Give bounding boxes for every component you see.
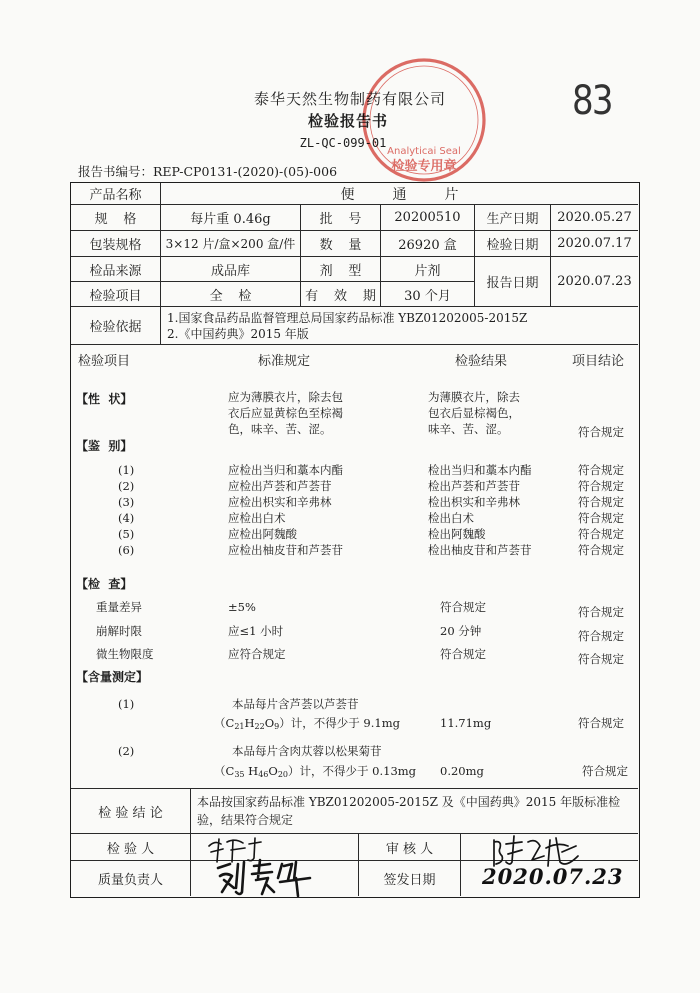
quantity-label: 数 量 [301, 231, 381, 257]
seal-text-cn: 检验专用章 [391, 159, 457, 174]
document-title: 检验报告书 [307, 112, 388, 130]
appearance-standard-line: 色，味辛、苦、涩。 [228, 422, 332, 436]
source-label: 检品来源 [71, 257, 161, 282]
identification-conclusion: 符合规定 [578, 527, 624, 541]
identification-no: (5) [118, 527, 135, 541]
identification-no: (6) [118, 543, 135, 557]
check-result: 符合规定 [440, 600, 486, 614]
product-name-value: 便 通 片 [161, 183, 638, 205]
handwritten-issue-date: 2020.07.23 [482, 864, 624, 889]
production-date-label: 生产日期 [475, 205, 551, 231]
dosage-form-value: 片剂 [381, 257, 475, 282]
identification-result: 检出枳实和辛弗林 [428, 495, 520, 509]
validity-value: 30 个月 [381, 282, 475, 307]
assay-conclusion: 符合规定 [582, 764, 628, 778]
batch-label: 批 号 [301, 205, 381, 231]
assay-result: 11.71mg [440, 716, 492, 730]
col-header-item: 检验项目 [78, 354, 131, 369]
qa-signature [212, 858, 322, 898]
check-standard: ±5% [228, 600, 256, 614]
batch-value: 20200510 [381, 205, 475, 231]
source-value: 成品库 [161, 257, 301, 282]
identification-heading: 【鉴 别】 [76, 439, 133, 453]
identification-no: (3) [118, 495, 135, 509]
reviewer-label: 审 核 人 [359, 834, 461, 861]
identification-standard: 应检出芦荟和芦荟苷 [228, 479, 332, 493]
identification-result: 检出柚皮苷和芦荟苷 [428, 543, 532, 557]
appearance-result-line: 味辛、苦、涩。 [428, 422, 509, 436]
checks-heading: 【检 查】 [76, 577, 133, 591]
package-value: 3×12 片/盒×200 盒/件 [161, 231, 301, 257]
formula-part: （C [214, 716, 235, 730]
identification-result: 检出白术 [428, 511, 474, 525]
assay-conclusion: 符合规定 [578, 716, 624, 730]
assay-heading: 【含量测定】 [76, 670, 149, 684]
spec-value: 每片重 0.46g [161, 205, 301, 231]
formula-subscript: 20 [277, 770, 288, 779]
spec-label: 规 格 [71, 205, 161, 231]
identification-standard: 应检出阿魏酸 [228, 527, 297, 541]
check-result: 20 分钟 [440, 624, 482, 638]
production-date-value: 2020.05.27 [551, 205, 638, 231]
qa-label: 质量负责人 [71, 861, 191, 896]
identification-conclusion: 符合规定 [578, 511, 624, 525]
assay-standard-formula [214, 764, 416, 778]
identification-no: (2) [118, 479, 135, 493]
issue-date-label: 签发日期 [359, 861, 461, 896]
report-date-value: 2020.07.23 [551, 257, 638, 307]
formula-subscript: 46 [258, 770, 269, 779]
formula-part: （C [214, 764, 235, 778]
identification-standard: 应检出枳实和辛弗林 [228, 495, 332, 509]
appearance-standard-line: 衣后应显黄棕色至棕褐 [228, 406, 343, 420]
formula-part: H [244, 716, 255, 730]
check-result: 符合规定 [440, 647, 486, 661]
col-header-conclusion: 项目结论 [572, 354, 625, 369]
formula-part: O [268, 764, 278, 778]
inspector-label: 检 验 人 [71, 834, 191, 861]
formula-part: O [264, 716, 275, 730]
col-header-standard: 标准规定 [258, 354, 311, 369]
seal-text-en: Analyticai Seal [387, 146, 461, 157]
formula-part: ）计，不得少于 0.13mg [288, 764, 417, 778]
report-number: 报告书编号：REP-CP0131-(2020)-(05)-006 [78, 164, 338, 179]
check-conclusion: 符合规定 [578, 652, 624, 666]
report-date-label: 报告日期 [475, 257, 551, 307]
basis-value [161, 307, 638, 345]
assay-result: 0.20mg [440, 764, 484, 778]
check-conclusion: 符合规定 [578, 629, 624, 643]
conclusion-value [191, 789, 638, 834]
conclusion-line-2: 验，结果符合规定 [197, 813, 294, 827]
formula-part: ）计，不得少于 9.1mg [279, 716, 400, 730]
identification-result: 检出芦荟和芦荟苷 [428, 479, 520, 493]
test-item-label: 检验项目 [71, 282, 161, 307]
appearance-standard-line: 应为薄膜衣片，除去包 [228, 390, 343, 404]
col-header-result: 检验结果 [455, 354, 508, 369]
formula-subscript: 22 [254, 722, 265, 731]
check-standard: 应≤1 小时 [228, 624, 284, 638]
assay-standard-line1: 本品每片含肉苁蓉以松果菊苷 [232, 744, 382, 758]
appearance-result-line: 为薄膜衣片，除去 [428, 390, 520, 404]
validity-label: 有 效 期 [301, 282, 381, 307]
check-conclusion: 符合规定 [578, 605, 624, 619]
identification-conclusion: 符合规定 [578, 479, 624, 493]
formula-part: H [244, 764, 259, 778]
identification-conclusion: 符合规定 [578, 543, 624, 557]
formula-subscript: 35 [234, 770, 245, 779]
appearance-result-line: 包衣后显棕褐色， [428, 406, 520, 420]
assay-no: (1) [118, 697, 135, 711]
identification-result: 检出当归和藁本内酯 [428, 463, 532, 477]
basis-line-1: 1.国家食品药品监督管理总局国家药品标准 YBZ01202005-2015Z [167, 310, 528, 325]
identification-no: (4) [118, 511, 135, 525]
check-standard: 应符合规定 [228, 647, 286, 661]
identification-standard: 应检出白术 [228, 511, 286, 525]
quantity-value: 26920 盒 [381, 231, 475, 257]
identification-no: (1) [118, 463, 135, 477]
basis-line-2: 2.《中国药典》2015 年版 [167, 326, 309, 341]
assay-no: (2) [118, 744, 135, 758]
assay-standard-formula [214, 716, 400, 730]
check-name: 重量差异 [96, 600, 142, 614]
dosage-form-label: 剂 型 [301, 257, 381, 282]
basis-label: 检验依据 [71, 307, 161, 345]
analytical-seal-stamp [356, 56, 492, 184]
check-name: 微生物限度 [96, 647, 154, 661]
appearance-conclusion: 符合规定 [578, 425, 624, 439]
package-label: 包装规格 [71, 231, 161, 257]
test-date-value: 2020.07.17 [551, 231, 638, 257]
identification-standard: 应检出柚皮苷和芦荟苷 [228, 543, 343, 557]
handwritten-page-number: 83 [572, 78, 612, 124]
identification-conclusion: 符合规定 [578, 463, 624, 477]
test-date-label: 检验日期 [475, 231, 551, 257]
identification-result: 检出阿魏酸 [428, 527, 486, 541]
check-name: 崩解时限 [96, 624, 142, 638]
assay-standard-line1: 本品每片含芦荟以芦荟苷 [232, 697, 359, 711]
report-table [70, 182, 640, 898]
company-name: 泰华天然生物制药有限公司 [253, 90, 446, 108]
test-item-value: 全 检 [161, 282, 301, 307]
formula-subscript: 21 [234, 722, 245, 731]
conclusion-line-1: 本品按国家药品标准 YBZ01202005-2015Z 及《中国药典》2015 年版标准检 [197, 795, 621, 809]
identification-conclusion: 符合规定 [578, 495, 624, 509]
product-name-label: 产品名称 [71, 183, 161, 205]
conclusion-label: 检 验 结 论 [71, 789, 191, 834]
appearance-heading: 【性 状】 [76, 392, 133, 406]
formula-subscript: 9 [274, 722, 280, 731]
form-code: ZL-QC-099-01 [299, 136, 387, 150]
identification-standard: 应检出当归和藁本内酯 [228, 463, 343, 477]
